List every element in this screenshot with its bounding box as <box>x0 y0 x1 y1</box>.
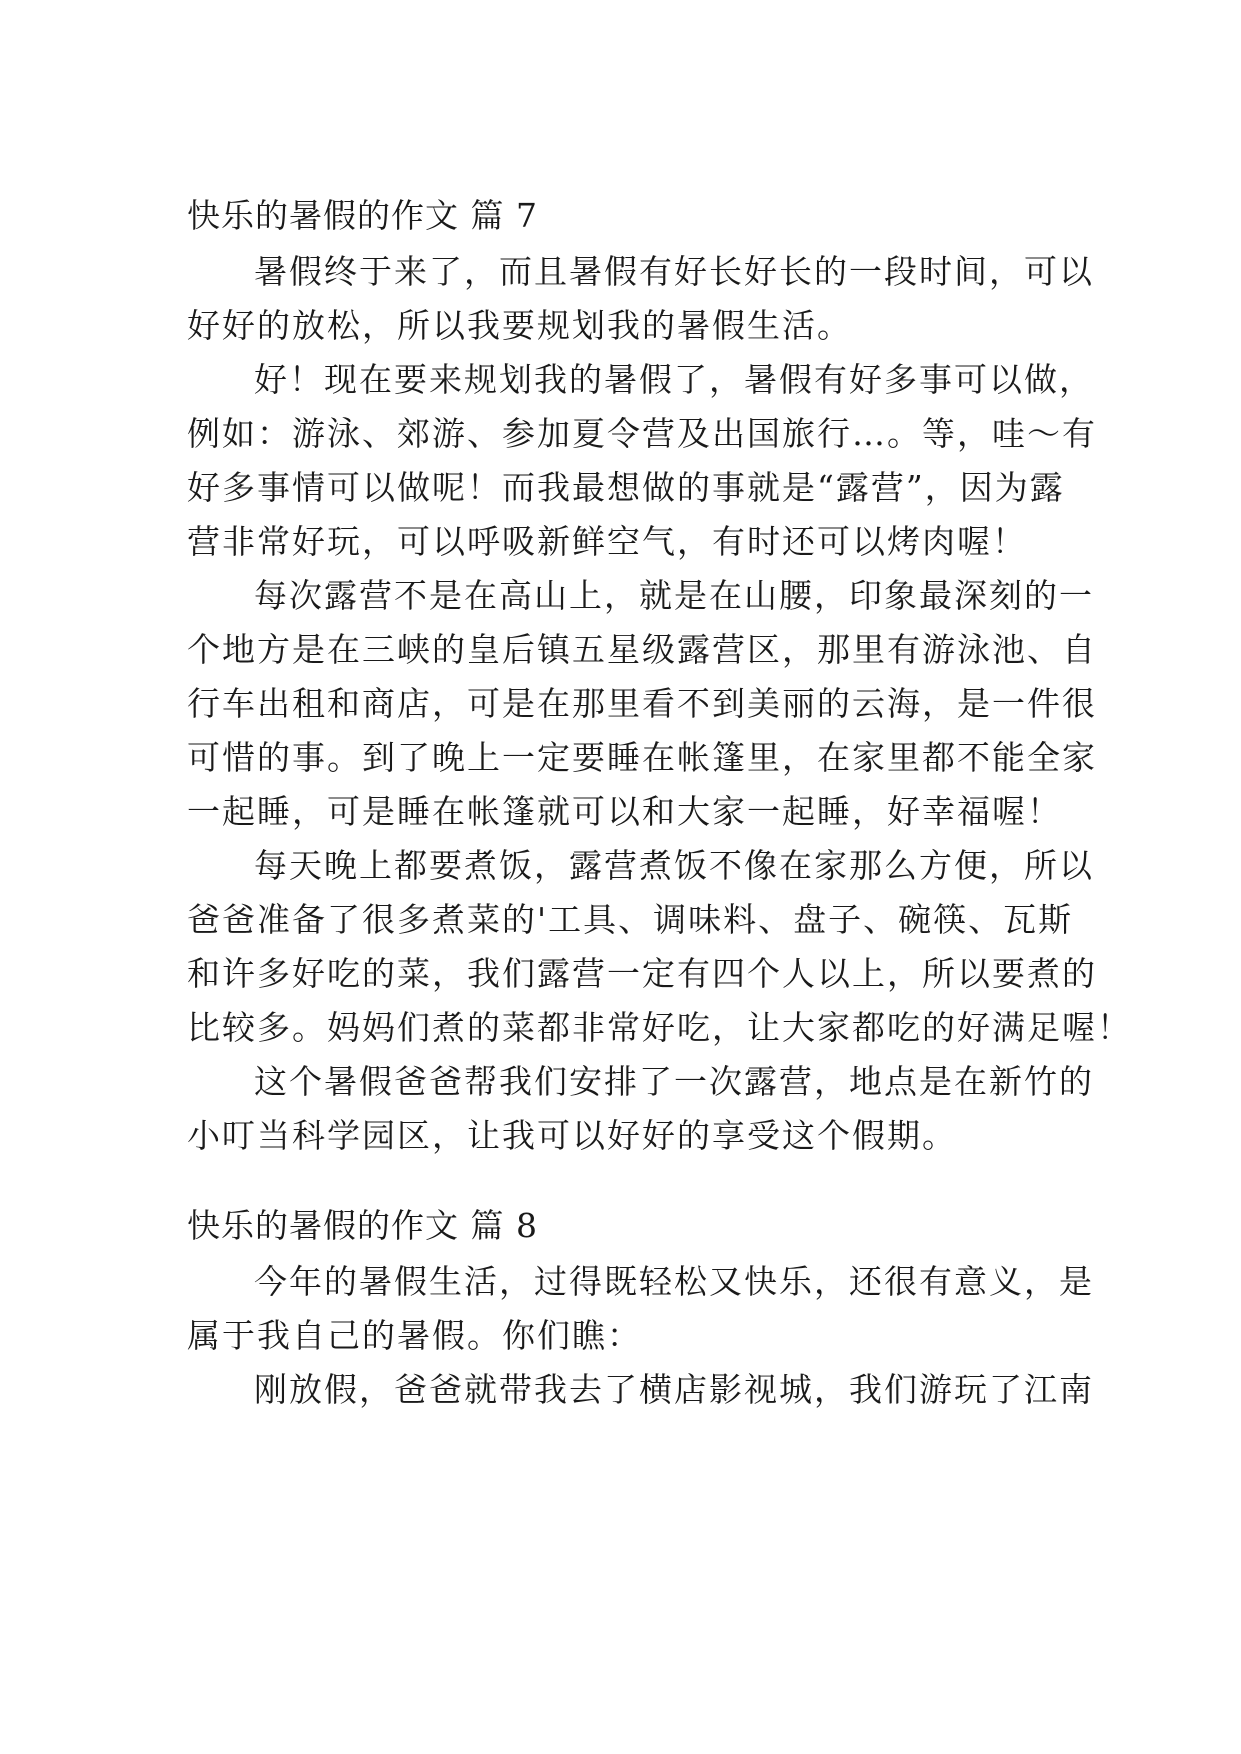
paragraph-line: 比较多。妈妈们煮的菜都非常好吃，让大家都吃的好满足喔！ <box>187 1008 1132 1047</box>
paragraph-line: 这个暑假爸爸帮我们安排了一次露营，地点是在新竹的 <box>254 1062 1094 1101</box>
paragraph-line: 今年的暑假生活，过得既轻松又快乐，还很有意义，是 <box>254 1262 1094 1301</box>
paragraph-line: 好！现在要来规划我的暑假了，暑假有好多事可以做， <box>254 360 1094 399</box>
paragraph-line: 属于我自己的暑假。你们瞧： <box>187 1316 642 1355</box>
paragraph-line: 个地方是在三峡的皇后镇五星级露营区，那里有游泳池、自 <box>187 630 1097 669</box>
paragraph-line: 一起睡，可是睡在帐篷就可以和大家一起睡，好幸福喔！ <box>187 792 1062 831</box>
paragraph-line: 行车出租和商店，可是在那里看不到美丽的云海，是一件很 <box>187 684 1097 723</box>
paragraph-line: 小叮当科学园区，让我可以好好的享受这个假期。 <box>187 1116 957 1155</box>
paragraph-line: 营非常好玩，可以呼吸新鲜空气，有时还可以烤肉喔！ <box>187 522 1027 561</box>
paragraph-line: 好多事情可以做呢！而我最想做的事就是“露营”，因为露 <box>187 468 1065 507</box>
paragraph-line: 和许多好吃的菜，我们露营一定有四个人以上，所以要煮的 <box>187 954 1097 993</box>
paragraph-line: 暑假终于来了，而且暑假有好长好长的一段时间，可以 <box>254 252 1094 291</box>
paragraph-line: 每天晚上都要煮饭，露营煮饭不像在家那么方便，所以 <box>254 846 1094 885</box>
paragraph-line: 好好的放松，所以我要规划我的暑假生活。 <box>187 306 852 345</box>
paragraph-line: 例如：游泳、郊游、参加夏令营及出国旅行…。等，哇～有 <box>187 414 1097 453</box>
section-title: 快乐的暑假的作文 篇 7 <box>187 196 538 235</box>
paragraph-line: 爸爸准备了很多煮菜的'工具、调味料、盘子、碗筷、瓦斯 <box>187 900 1074 939</box>
paragraph-line: 每次露营不是在高山上，就是在山腰，印象最深刻的一 <box>254 576 1094 615</box>
paragraph-line: 可惜的事。到了晚上一定要睡在帐篷里，在家里都不能全家 <box>187 738 1097 777</box>
section-title: 快乐的暑假的作文 篇 8 <box>187 1206 538 1245</box>
paragraph-line: 刚放假，爸爸就带我去了横店影视城，我们游玩了江南 <box>254 1370 1094 1409</box>
